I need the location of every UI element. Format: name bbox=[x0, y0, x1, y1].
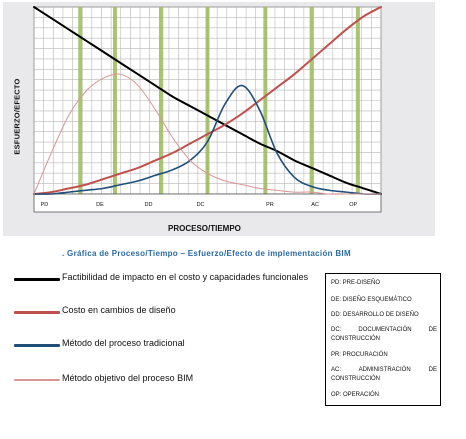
legend-label: Método del proceso tradicional bbox=[62, 338, 185, 348]
phase-label-dd: DD bbox=[144, 202, 153, 208]
abbr-dc: DC: DOCUMENTACIÓN DE CONSTRUCCIÓN bbox=[331, 327, 437, 342]
legend-swatch bbox=[14, 344, 60, 347]
phase-boundary-bar bbox=[310, 7, 314, 204]
legend-label: Costo en cambios de diseño bbox=[62, 305, 176, 315]
abbr-op: OP: OPERACIÓN bbox=[331, 392, 380, 398]
legend-swatch bbox=[14, 379, 60, 381]
abbr-pr: PR: PROCURACIÓN bbox=[331, 352, 388, 358]
phase-label-de: DE bbox=[96, 202, 104, 208]
phase-label-dc: DC bbox=[196, 202, 205, 208]
phase-boundary-bar bbox=[263, 7, 267, 204]
legend-label: Método objetivo del proceso BIM bbox=[62, 373, 194, 383]
abbr-ac: AC: ADMINISTRACIÓN DE CONSTRUCCIÓN bbox=[331, 367, 437, 382]
chart-frame bbox=[3, 2, 435, 236]
abbr-de: DE: DISEÑO ESQUEMÁTICO bbox=[331, 297, 412, 303]
phase-label-pd: PD bbox=[40, 202, 49, 208]
phase-label-op: OP bbox=[349, 202, 358, 208]
abbr-pd: PD: PRE-DISEÑO bbox=[331, 280, 381, 286]
legend-swatch bbox=[14, 278, 60, 281]
legend-label: Factibilidad de impacto en el costo y capacidades funcionales bbox=[62, 272, 309, 282]
y-axis-label: ESFUERZO/EFECTO bbox=[12, 78, 22, 155]
abbreviation-box bbox=[325, 273, 441, 406]
abbr-dd: DD: DESARROLLO DE DISEÑO bbox=[331, 312, 419, 318]
phase-label-pr: PR bbox=[266, 202, 274, 208]
legend-swatch bbox=[14, 311, 60, 314]
phase-boundary-bar bbox=[356, 7, 360, 204]
chart-svg bbox=[3, 2, 435, 236]
phase-strip bbox=[34, 194, 381, 212]
phase-label-ac: AC bbox=[311, 202, 319, 208]
x-axis-label: PROCESO/TIEMPO bbox=[168, 224, 241, 233]
figure-caption: . Gráfica de Proceso/Tiempo – Esfuerzo/Efecto de implementación BIM bbox=[62, 249, 351, 258]
